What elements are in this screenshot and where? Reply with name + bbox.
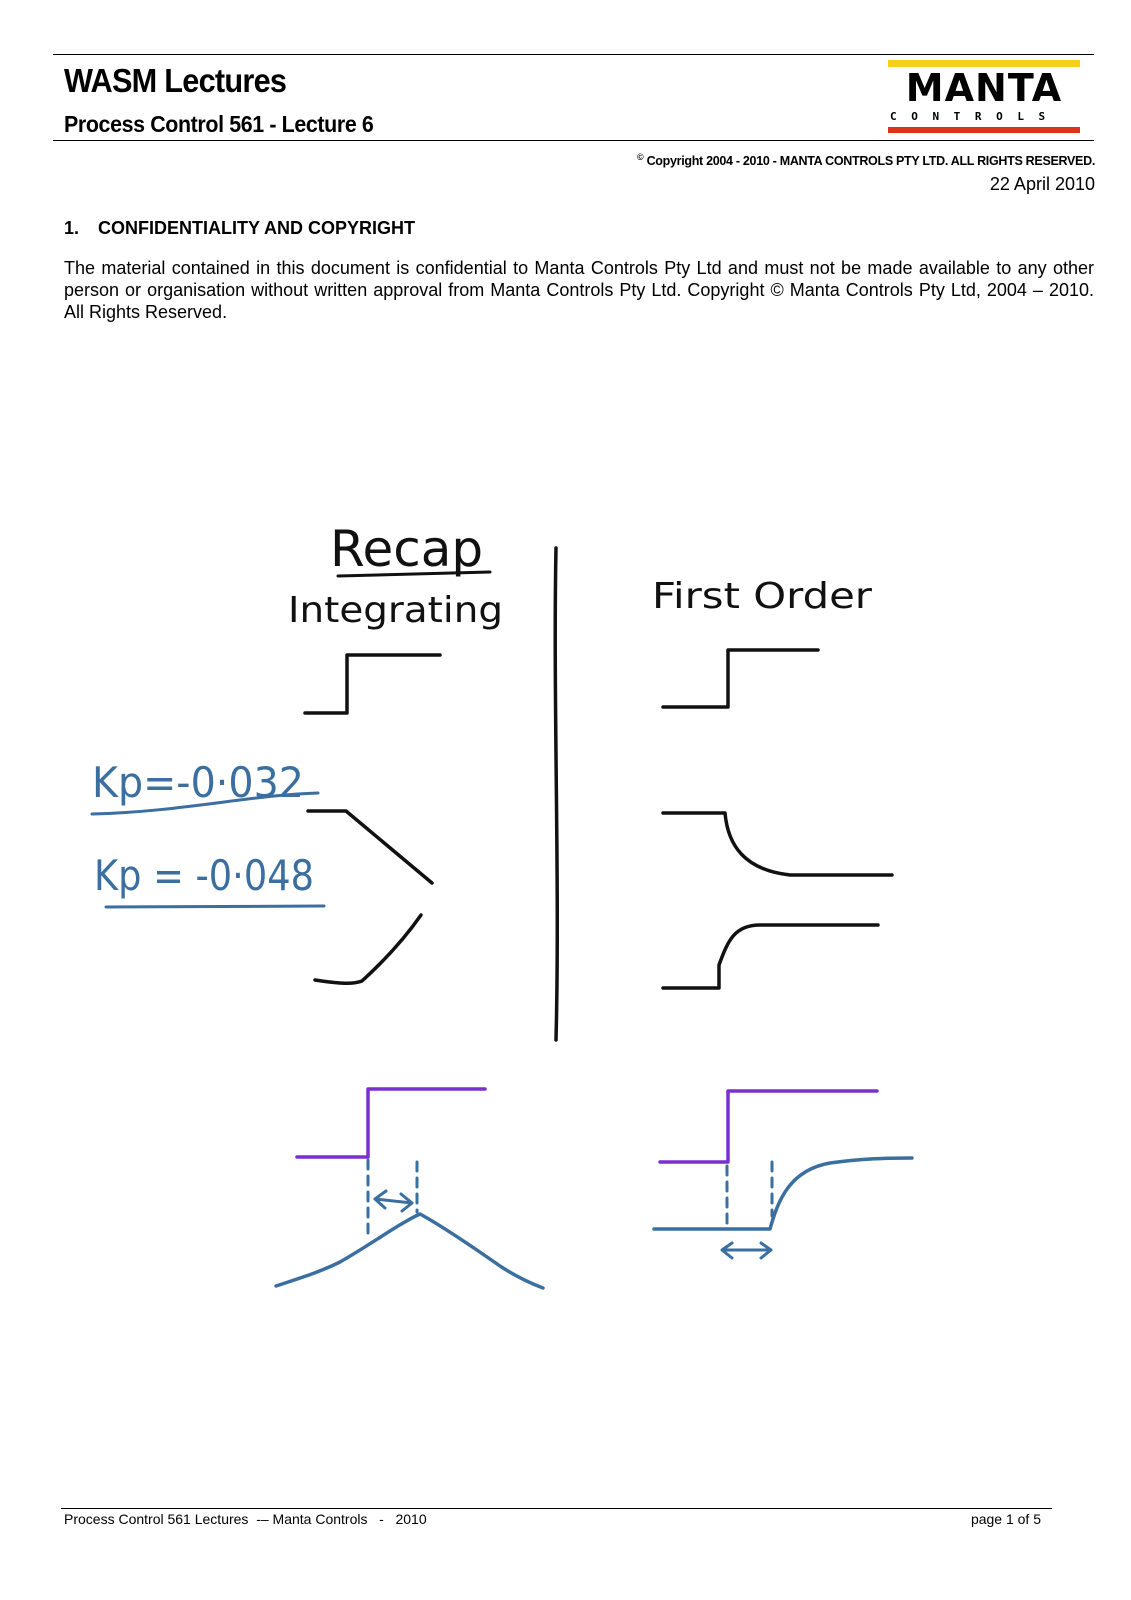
first-order-decay-curve xyxy=(663,813,892,875)
integrating-ramp-down xyxy=(308,811,432,883)
first-order-purple-step xyxy=(660,1091,877,1162)
document-title: WASM Lectures xyxy=(64,62,287,99)
first-order-rise-curve xyxy=(663,925,878,988)
page-number: page 1 of 5 xyxy=(970,1511,1041,1527)
kp-underline-2 xyxy=(106,906,324,907)
first-order-heading: First Order xyxy=(652,576,873,617)
copyright-text: Copyright 2004 - 2010 - MANTA CONTROLS PTY LTD. ALL RIGHTS RESERVED. xyxy=(646,154,1095,169)
integrating-heading: Integrating xyxy=(288,590,503,631)
logo-subtext: CONTROLS xyxy=(890,110,1060,123)
divider-line xyxy=(555,548,557,1040)
first-order-step-input xyxy=(663,650,818,707)
first-order-blue-response xyxy=(654,1158,912,1229)
section-number: 1. xyxy=(64,218,80,238)
integrating-blue-response xyxy=(276,1214,543,1288)
integrating-deadtime-arrow xyxy=(375,1191,412,1211)
kp-value-1: Kp=-0·032 xyxy=(92,758,304,807)
footer-text: Process Control 561 Lectures -– Manta Controls - 2010 xyxy=(64,1511,427,1527)
document-subtitle: Process Control 561 - Lecture 6 xyxy=(64,111,374,137)
footer-rule xyxy=(61,1508,1052,1509)
section-title: CONFIDENTIALITY AND COPYRIGHT xyxy=(98,218,416,238)
integrating-purple-step xyxy=(297,1089,485,1157)
copyright-symbol: © xyxy=(637,152,644,162)
kp-value-2: Kp = -0·048 xyxy=(94,851,314,900)
integrating-ramp-up xyxy=(315,915,421,983)
integrating-step-input xyxy=(305,655,440,713)
first-order-deadtime-arrow xyxy=(722,1243,771,1258)
confidentiality-paragraph: The material contained in this document is confidential to Manta Controls Pty Ltd and must not be made available to any other person or organisation without written approval from Manta Controls Pty Ltd. Copyright © Manta Controls Pty Ltd, 2004 – 2010. All Rights Reserved. xyxy=(64,258,1094,322)
recap-label: Recap xyxy=(330,520,484,578)
logo-wordmark: MANTA xyxy=(905,66,1063,110)
document-date: 22 April 2010 xyxy=(989,174,1095,194)
